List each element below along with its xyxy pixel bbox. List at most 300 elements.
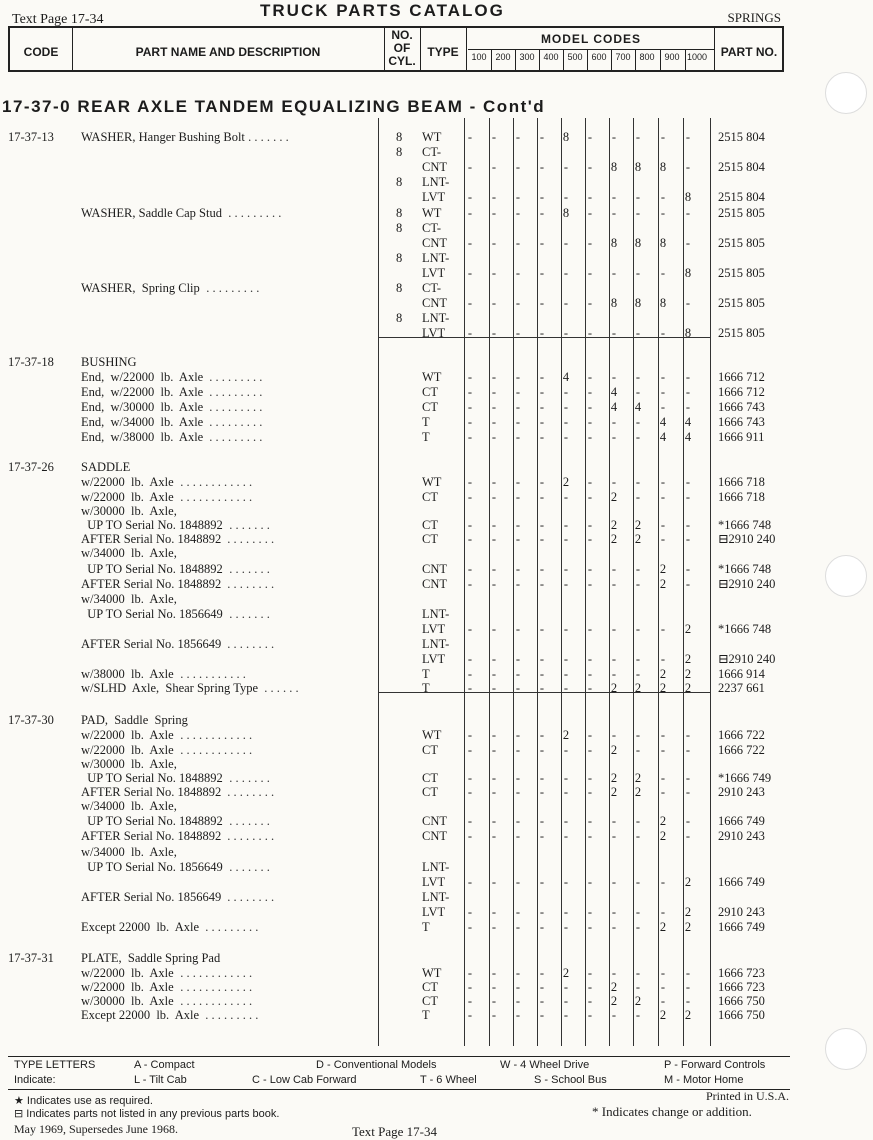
- part-description: End, w/22000 lb. Axle: [81, 370, 204, 384]
- model-qty: -: [539, 532, 545, 546]
- table-row: [0, 532, 873, 547]
- model-qty: -: [685, 814, 691, 828]
- model-qty: -: [563, 920, 569, 934]
- part-number: *1666 748: [718, 622, 772, 636]
- model-qty: -: [539, 206, 545, 220]
- model-qty: -: [563, 160, 569, 174]
- model-qty: 2: [684, 652, 692, 666]
- table-row: [0, 490, 873, 505]
- model-qty: -: [587, 681, 593, 695]
- model-qty: -: [660, 206, 666, 220]
- model-qty: -: [660, 532, 666, 546]
- model-qty: -: [539, 622, 545, 636]
- vehicle-type: CT: [422, 743, 438, 757]
- part-description: Except 22000 lb. Axle: [81, 920, 200, 934]
- model-qty: -: [563, 266, 569, 280]
- model-qty: -: [587, 236, 593, 250]
- model-qty: -: [515, 415, 521, 429]
- model-qty: -: [611, 652, 617, 666]
- model-qty: 4: [684, 430, 692, 444]
- model-qty: -: [685, 728, 691, 742]
- vehicle-type: WT: [422, 206, 442, 220]
- model-code-700: 700: [615, 52, 631, 62]
- model-qty: -: [467, 1008, 473, 1022]
- model-qty: -: [491, 326, 497, 340]
- model-qty: -: [539, 920, 545, 934]
- part-description: w/34000 lb. Axle,: [81, 592, 177, 606]
- model-qty: -: [539, 652, 545, 666]
- model-qty: -: [611, 206, 617, 220]
- table-row: [0, 814, 873, 829]
- model-qty: 8: [634, 296, 642, 310]
- model-qty: 2: [684, 920, 692, 934]
- dot-leaders: . . . . . . . . . . . .: [174, 994, 253, 1008]
- part-number: 2515 805: [718, 326, 765, 340]
- model-qty: -: [685, 385, 691, 399]
- model-qty: -: [515, 622, 521, 636]
- dot-leaders: . . . . . .: [258, 681, 299, 695]
- model-qty: 2: [659, 577, 667, 591]
- model-qty: -: [635, 266, 641, 280]
- model-qty: -: [587, 562, 593, 576]
- part-description: w/22000 lb. Axle: [81, 490, 174, 504]
- part-description: AFTER Serial No. 1856649: [81, 890, 222, 904]
- model-qty: -: [587, 490, 593, 504]
- table-row: [0, 415, 873, 430]
- model-qty: -: [539, 966, 545, 980]
- part-number: 2910 243: [718, 829, 765, 843]
- model-qty: 2: [684, 622, 692, 636]
- model-qty: -: [491, 400, 497, 414]
- model-qty: 2: [684, 1008, 692, 1022]
- dot-leaders: . . . . . . . . .: [200, 281, 260, 295]
- vehicle-type: CT: [422, 400, 438, 414]
- model-qty: 2: [634, 518, 642, 532]
- part-code: 17-37-31: [8, 951, 54, 965]
- vehicle-type: T: [422, 415, 430, 429]
- model-qty: -: [660, 875, 666, 889]
- model-qty: -: [515, 326, 521, 340]
- vehicle-type: CT: [422, 785, 438, 799]
- dot-leaders: . . . . . . .: [223, 607, 270, 621]
- vehicle-type: CT-: [422, 221, 441, 235]
- dot-leaders: . . . . . . . .: [221, 829, 275, 843]
- legend-type-letters: TYPE LETTERS: [14, 1059, 96, 1071]
- model-qty: 2: [659, 829, 667, 843]
- model-qty: -: [515, 980, 521, 994]
- model-qty: 8: [684, 266, 692, 280]
- model-qty: 2: [634, 771, 642, 785]
- dot-leaders: . . . . . . . . . . . .: [174, 743, 253, 757]
- part-number: 2515 804: [718, 160, 765, 174]
- part-number: *1666 748: [718, 518, 772, 532]
- vehicle-type: CT: [422, 518, 438, 532]
- model-qty: 2: [634, 532, 642, 546]
- model-qty: -: [539, 681, 545, 695]
- dot-leaders: . . . . . . .: [223, 518, 270, 532]
- model-qty: -: [491, 430, 497, 444]
- part-description: End, w/22000 lb. Axle: [81, 385, 204, 399]
- model-qty: -: [467, 206, 473, 220]
- model-qty: 2: [610, 490, 618, 504]
- model-qty: -: [587, 667, 593, 681]
- model-qty: 2: [610, 785, 618, 799]
- model-qty: -: [611, 190, 617, 204]
- model-qty: -: [515, 814, 521, 828]
- model-qty: -: [491, 814, 497, 828]
- col-model-codes: MODEL CODES: [540, 32, 642, 46]
- part-number: 1666 743: [718, 415, 765, 429]
- vehicle-type: WT: [422, 966, 442, 980]
- model-qty: -: [563, 785, 569, 799]
- part-description: PAD, Saddle Spring: [81, 713, 188, 727]
- col-type: TYPE: [427, 45, 459, 59]
- model-qty: -: [685, 785, 691, 799]
- table-row: [0, 845, 873, 860]
- model-qty: -: [467, 160, 473, 174]
- model-qty: 2: [684, 905, 692, 919]
- column-header: [8, 26, 784, 72]
- model-qty: -: [660, 728, 666, 742]
- model-qty: -: [515, 785, 521, 799]
- model-qty: -: [467, 562, 473, 576]
- model-qty: -: [635, 622, 641, 636]
- model-qty: -: [587, 1008, 593, 1022]
- vehicle-type: LVT: [422, 652, 446, 666]
- table-row: [0, 236, 873, 251]
- part-description: UP TO Serial No. 1848892: [81, 562, 223, 576]
- dot-leaders: . . . . . . . .: [221, 532, 275, 546]
- part-description: SADDLE: [81, 460, 131, 474]
- model-qty: -: [685, 577, 691, 591]
- model-qty: -: [515, 743, 521, 757]
- model-qty: -: [467, 785, 473, 799]
- model-qty: -: [515, 160, 521, 174]
- table-row: [0, 562, 873, 577]
- table-row: [0, 652, 873, 667]
- model-qty: 2: [610, 743, 618, 757]
- model-qty: -: [515, 562, 521, 576]
- model-qty: -: [685, 236, 691, 250]
- model-qty: -: [491, 385, 497, 399]
- model-qty: -: [539, 236, 545, 250]
- model-qty: -: [635, 130, 641, 144]
- table-row: [0, 592, 873, 607]
- model-qty: 2: [659, 681, 667, 695]
- model-qty: -: [491, 728, 497, 742]
- model-qty: -: [685, 160, 691, 174]
- dot-leaders: . . . . . . . . . . .: [174, 667, 246, 681]
- cylinders: 8: [396, 311, 403, 325]
- model-qty: -: [635, 577, 641, 591]
- model-code-900: 900: [664, 52, 680, 62]
- model-qty: -: [539, 785, 545, 799]
- table-row: [0, 607, 873, 622]
- model-qty: -: [539, 577, 545, 591]
- model-qty: -: [660, 190, 666, 204]
- table-row: [0, 266, 873, 281]
- model-qty: -: [635, 415, 641, 429]
- part-description: UP TO Serial No. 1848892: [81, 771, 223, 785]
- model-qty: -: [587, 875, 593, 889]
- model-qty: -: [563, 562, 569, 576]
- model-qty: -: [467, 622, 473, 636]
- model-code-100: 100: [471, 52, 487, 62]
- model-qty: -: [660, 785, 666, 799]
- model-qty: -: [587, 905, 593, 919]
- model-qty: -: [467, 577, 473, 591]
- cylinders: 8: [396, 221, 403, 235]
- table-row: [0, 667, 873, 682]
- part-number: 1666 722: [718, 728, 765, 742]
- dot-leaders: . . . . . . . .: [221, 785, 275, 799]
- model-qty: -: [491, 490, 497, 504]
- model-qty: -: [467, 190, 473, 204]
- model-qty: -: [635, 920, 641, 934]
- model-qty: 2: [610, 771, 618, 785]
- model-qty: -: [635, 905, 641, 919]
- dot-leaders: . . . . . . . . .: [203, 415, 263, 429]
- section-title: 17-37-0 REAR AXLE TANDEM EQUALIZING BEAM - Cont'd: [2, 97, 546, 116]
- model-qty: 8: [659, 296, 667, 310]
- legend-4wd: W - 4 Wheel Drive: [500, 1059, 590, 1071]
- part-description: WASHER, Spring Clip: [81, 281, 200, 295]
- model-qty: -: [515, 905, 521, 919]
- model-qty: -: [491, 130, 497, 144]
- model-qty: 4: [562, 370, 570, 384]
- footer-page: Text Page 17-34: [352, 1124, 438, 1139]
- model-qty: -: [467, 370, 473, 384]
- part-description: w/34000 lb. Axle,: [81, 799, 177, 813]
- dot-leaders: . . . . . . . . .: [199, 1008, 259, 1022]
- vehicle-type: WT: [422, 130, 442, 144]
- model-qty: -: [635, 1008, 641, 1022]
- model-qty: -: [491, 980, 497, 994]
- part-description: End, w/38000 lb. Axle: [81, 430, 204, 444]
- table-row: [0, 728, 873, 743]
- part-description: w/34000 lb. Axle,: [81, 546, 177, 560]
- legend-indicate: Indicate:: [14, 1074, 56, 1086]
- model-qty: -: [491, 577, 497, 591]
- vehicle-type: CT: [422, 771, 438, 785]
- part-description: End, w/34000 lb. Axle: [81, 415, 204, 429]
- model-qty: 8: [562, 206, 570, 220]
- model-qty: -: [539, 370, 545, 384]
- model-qty: -: [587, 130, 593, 144]
- model-qty: -: [467, 728, 473, 742]
- model-qty: 8: [634, 160, 642, 174]
- part-description: w/22000 lb. Axle: [81, 728, 174, 742]
- model-qty: 2: [659, 667, 667, 681]
- model-qty: -: [563, 814, 569, 828]
- model-qty: -: [467, 430, 473, 444]
- model-qty: -: [611, 728, 617, 742]
- model-qty: -: [563, 667, 569, 681]
- part-number: 1666 712: [718, 385, 765, 399]
- model-qty: -: [587, 430, 593, 444]
- model-qty: -: [539, 667, 545, 681]
- model-qty: -: [587, 415, 593, 429]
- model-qty: 4: [610, 385, 618, 399]
- model-qty: -: [563, 400, 569, 414]
- model-qty: -: [660, 652, 666, 666]
- model-qty: -: [515, 130, 521, 144]
- vehicle-type: WT: [422, 370, 442, 384]
- part-number: 2515 805: [718, 236, 765, 250]
- model-qty: -: [539, 829, 545, 843]
- model-qty: -: [635, 370, 641, 384]
- model-qty: -: [563, 577, 569, 591]
- dot-leaders: . . . . . . . . .: [203, 400, 263, 414]
- model-qty: 2: [610, 518, 618, 532]
- model-qty: -: [491, 160, 497, 174]
- model-qty: -: [539, 130, 545, 144]
- model-qty: -: [660, 370, 666, 384]
- catalog-title: TRUCK PARTS CATALOG: [260, 1, 505, 20]
- model-qty: -: [491, 266, 497, 280]
- model-qty: -: [539, 326, 545, 340]
- model-qty: -: [491, 771, 497, 785]
- model-code-800: 800: [639, 52, 655, 62]
- model-qty: -: [563, 875, 569, 889]
- model-qty: -: [563, 771, 569, 785]
- model-qty: 2: [684, 681, 692, 695]
- model-qty: -: [515, 206, 521, 220]
- model-qty: 8: [684, 190, 692, 204]
- model-qty: -: [467, 966, 473, 980]
- part-number: *1666 748: [718, 562, 772, 576]
- table-row: [0, 326, 873, 341]
- model-qty: 2: [610, 681, 618, 695]
- model-qty: -: [611, 266, 617, 280]
- vehicle-type: T: [422, 920, 430, 934]
- part-description: BUSHING: [81, 355, 137, 369]
- col-description: PART NAME AND DESCRIPTION: [135, 45, 321, 59]
- part-description: PLATE, Saddle Spring Pad: [81, 951, 221, 965]
- model-qty: -: [515, 771, 521, 785]
- model-qty: -: [467, 814, 473, 828]
- table-row: [0, 577, 873, 592]
- model-qty: -: [587, 206, 593, 220]
- table-row: [0, 799, 873, 814]
- table-row: [0, 251, 873, 266]
- model-qty: 2: [610, 980, 618, 994]
- dot-leaders: . . . . . . .: [223, 562, 270, 576]
- model-qty: -: [587, 980, 593, 994]
- col-cylinders: NO. OF CYL.: [388, 28, 416, 68]
- binder-hole: [825, 1028, 867, 1070]
- model-qty: -: [563, 296, 569, 310]
- vehicle-type: CNT: [422, 829, 447, 843]
- legend-rule: [8, 1056, 790, 1057]
- model-qty: -: [563, 905, 569, 919]
- vehicle-type: LNT-: [422, 311, 450, 325]
- model-qty: -: [635, 829, 641, 843]
- part-number: 1666 749: [718, 875, 765, 889]
- dot-leaders: . . . . . . . . .: [222, 206, 282, 220]
- table-row: [0, 311, 873, 326]
- model-qty: -: [467, 415, 473, 429]
- model-qty: -: [635, 490, 641, 504]
- part-number: 1666 749: [718, 814, 765, 828]
- vehicle-type: LNT-: [422, 637, 450, 651]
- model-qty: -: [611, 430, 617, 444]
- model-qty: -: [563, 236, 569, 250]
- model-qty: -: [635, 652, 641, 666]
- model-qty: -: [539, 728, 545, 742]
- table-row: [0, 518, 873, 533]
- dot-leaders: . . . . . . .: [245, 130, 289, 144]
- model-qty: -: [611, 562, 617, 576]
- table-row: [0, 400, 873, 415]
- model-qty: -: [635, 430, 641, 444]
- model-qty: -: [685, 829, 691, 843]
- part-description: AFTER Serial No. 1848892: [81, 829, 222, 843]
- part-description: WASHER, Saddle Cap Stud: [81, 206, 222, 220]
- dot-leaders: . . . . . . . . .: [203, 370, 263, 384]
- vehicle-type: CNT: [422, 296, 447, 310]
- dot-leaders: . . . . . . . . . . . .: [174, 490, 253, 504]
- model-qty: -: [611, 130, 617, 144]
- part-number: 1666 743: [718, 400, 765, 414]
- model-qty: 8: [610, 160, 618, 174]
- model-qty: -: [635, 475, 641, 489]
- model-qty: -: [611, 966, 617, 980]
- model-qty: -: [685, 370, 691, 384]
- legend-tilt-cab: L - Tilt Cab: [134, 1074, 187, 1086]
- model-qty: -: [611, 370, 617, 384]
- table-row: [0, 430, 873, 445]
- model-qty: -: [685, 532, 691, 546]
- dot-leaders: . . . . . . . .: [221, 890, 275, 904]
- part-description: w/SLHD Axle, Shear Spring Type: [81, 681, 259, 695]
- table-row: [0, 785, 873, 800]
- table-row: [0, 175, 873, 190]
- part-description: w/38000 lb. Axle: [81, 667, 174, 681]
- part-description: w/34000 lb. Axle,: [81, 845, 177, 859]
- printed-in: Printed in U.S.A.: [706, 1089, 790, 1103]
- model-qty: -: [539, 475, 545, 489]
- model-qty: -: [467, 875, 473, 889]
- part-description: w/30000 lb. Axle,: [81, 504, 177, 518]
- model-qty: -: [587, 400, 593, 414]
- table-row: [0, 160, 873, 175]
- table-row: [0, 681, 873, 696]
- model-qty: -: [635, 743, 641, 757]
- vehicle-type: CNT: [422, 577, 447, 591]
- model-qty: 4: [684, 415, 692, 429]
- model-qty: -: [685, 206, 691, 220]
- model-qty: 4: [659, 430, 667, 444]
- model-qty: -: [563, 532, 569, 546]
- model-qty: -: [611, 920, 617, 934]
- model-qty: 2: [659, 1008, 667, 1022]
- model-qty: -: [611, 326, 617, 340]
- vehicle-type: T: [422, 430, 430, 444]
- model-qty: -: [587, 160, 593, 174]
- vehicle-type: WT: [422, 728, 442, 742]
- part-number: 1666 723: [718, 980, 765, 994]
- model-qty: -: [467, 980, 473, 994]
- note-not-listed: ⊟ Indicates parts not listed in any previous parts book.: [14, 1108, 280, 1120]
- part-description: UP TO Serial No. 1848892: [81, 814, 223, 828]
- vehicle-type: CNT: [422, 814, 447, 828]
- model-qty: -: [587, 385, 593, 399]
- model-qty: -: [563, 415, 569, 429]
- model-qty: -: [539, 814, 545, 828]
- model-qty: -: [685, 130, 691, 144]
- model-qty: -: [515, 266, 521, 280]
